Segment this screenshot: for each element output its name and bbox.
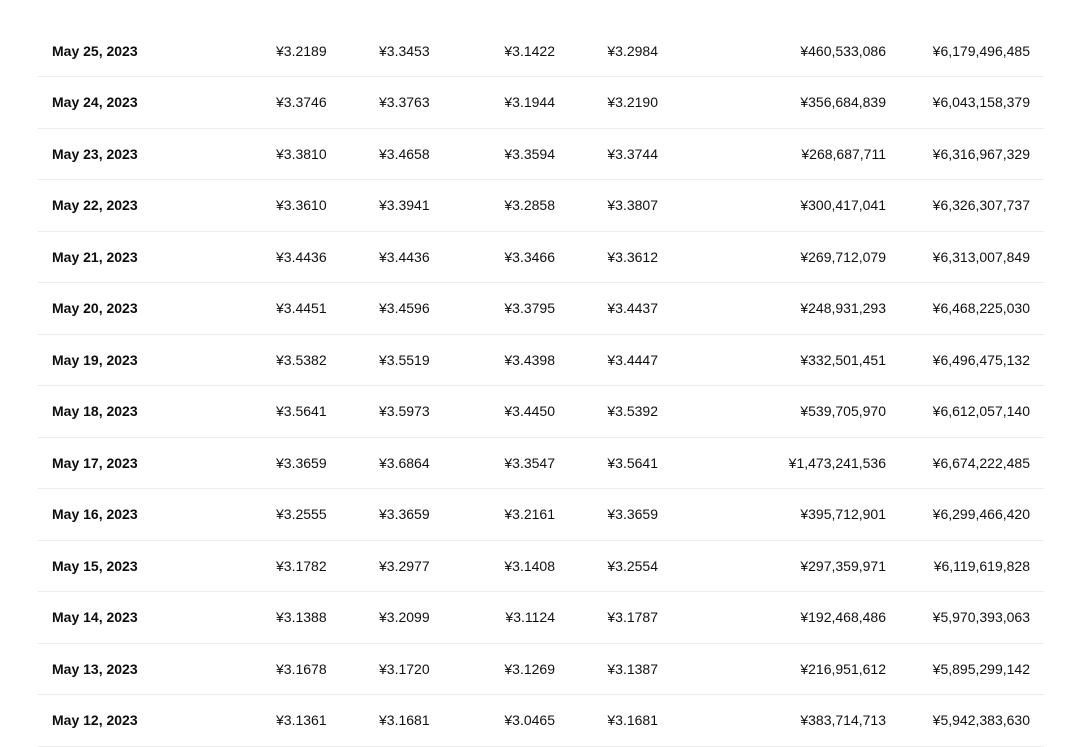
market-cap-cell: ¥6,496,475,132 (886, 334, 1044, 386)
table-row (38, 592, 1044, 644)
volume-cell: ¥268,687,711 (658, 128, 886, 180)
table-row (38, 437, 1044, 489)
close-cell: ¥3.1681 (555, 695, 658, 747)
table-row (38, 283, 1044, 335)
open-cell: ¥3.3659 (228, 437, 331, 489)
low-cell: ¥3.1408 (434, 540, 555, 592)
date-cell: May 22, 2023 (38, 180, 228, 232)
date-cell: May 14, 2023 (38, 592, 228, 644)
table-row (38, 180, 1044, 232)
date-cell: May 21, 2023 (38, 231, 228, 283)
date-cell: May 24, 2023 (38, 77, 228, 129)
open-cell: ¥3.2555 (228, 489, 331, 541)
date-cell: May 15, 2023 (38, 540, 228, 592)
table-row (38, 128, 1044, 180)
low-cell: ¥3.3594 (434, 128, 555, 180)
close-cell: ¥3.5392 (555, 386, 658, 438)
table-row (38, 489, 1044, 541)
high-cell: ¥3.2977 (331, 540, 434, 592)
volume-cell: ¥539,705,970 (658, 386, 886, 438)
market-cap-cell: ¥5,895,299,142 (886, 643, 1044, 695)
high-cell: ¥3.6864 (331, 437, 434, 489)
high-cell: ¥3.3763 (331, 77, 434, 129)
close-cell: ¥3.3659 (555, 489, 658, 541)
high-cell: ¥3.4436 (331, 231, 434, 283)
low-cell: ¥3.2858 (434, 180, 555, 232)
close-cell: ¥3.1387 (555, 643, 658, 695)
high-cell: ¥3.1720 (331, 643, 434, 695)
high-cell: ¥3.5519 (331, 334, 434, 386)
historical-data-table (38, 25, 1044, 747)
market-cap-cell: ¥6,468,225,030 (886, 283, 1044, 335)
date-cell: May 25, 2023 (38, 25, 228, 77)
open-cell: ¥3.1782 (228, 540, 331, 592)
market-cap-cell: ¥6,179,496,485 (886, 25, 1044, 77)
table-row (38, 334, 1044, 386)
open-cell: ¥3.1678 (228, 643, 331, 695)
volume-cell: ¥356,684,839 (658, 77, 886, 129)
close-cell: ¥3.5641 (555, 437, 658, 489)
table-row (38, 386, 1044, 438)
market-cap-cell: ¥6,326,307,737 (886, 180, 1044, 232)
low-cell: ¥3.1269 (434, 643, 555, 695)
low-cell: ¥3.3795 (434, 283, 555, 335)
high-cell: ¥3.3659 (331, 489, 434, 541)
table-body (38, 25, 1044, 746)
low-cell: ¥3.1124 (434, 592, 555, 644)
volume-cell: ¥216,951,612 (658, 643, 886, 695)
open-cell: ¥3.4436 (228, 231, 331, 283)
market-cap-cell: ¥5,970,393,063 (886, 592, 1044, 644)
open-cell: ¥3.4451 (228, 283, 331, 335)
open-cell: ¥3.2189 (228, 25, 331, 77)
market-cap-cell: ¥6,612,057,140 (886, 386, 1044, 438)
open-cell: ¥3.1388 (228, 592, 331, 644)
high-cell: ¥3.2099 (331, 592, 434, 644)
volume-cell: ¥460,533,086 (658, 25, 886, 77)
high-cell: ¥3.3941 (331, 180, 434, 232)
close-cell: ¥3.3612 (555, 231, 658, 283)
open-cell: ¥3.3746 (228, 77, 331, 129)
high-cell: ¥3.1681 (331, 695, 434, 747)
low-cell: ¥3.4450 (434, 386, 555, 438)
market-cap-cell: ¥6,119,619,828 (886, 540, 1044, 592)
table-row (38, 77, 1044, 129)
open-cell: ¥3.3810 (228, 128, 331, 180)
open-cell: ¥3.5382 (228, 334, 331, 386)
close-cell: ¥3.2554 (555, 540, 658, 592)
close-cell: ¥3.4447 (555, 334, 658, 386)
volume-cell: ¥332,501,451 (658, 334, 886, 386)
high-cell: ¥3.4658 (331, 128, 434, 180)
open-cell: ¥3.1361 (228, 695, 331, 747)
table-row (38, 695, 1044, 747)
low-cell: ¥3.1944 (434, 77, 555, 129)
market-cap-cell: ¥6,043,158,379 (886, 77, 1044, 129)
volume-cell: ¥1,473,241,536 (658, 437, 886, 489)
low-cell: ¥3.2161 (434, 489, 555, 541)
market-cap-cell: ¥6,316,967,329 (886, 128, 1044, 180)
market-cap-cell: ¥6,299,466,420 (886, 489, 1044, 541)
market-cap-cell: ¥5,942,383,630 (886, 695, 1044, 747)
market-cap-cell: ¥6,313,007,849 (886, 231, 1044, 283)
close-cell: ¥3.2190 (555, 77, 658, 129)
high-cell: ¥3.3453 (331, 25, 434, 77)
volume-cell: ¥248,931,293 (658, 283, 886, 335)
volume-cell: ¥297,359,971 (658, 540, 886, 592)
close-cell: ¥3.3807 (555, 180, 658, 232)
date-cell: May 13, 2023 (38, 643, 228, 695)
close-cell: ¥3.4437 (555, 283, 658, 335)
high-cell: ¥3.4596 (331, 283, 434, 335)
date-cell: May 18, 2023 (38, 386, 228, 438)
high-cell: ¥3.5973 (331, 386, 434, 438)
open-cell: ¥3.3610 (228, 180, 331, 232)
low-cell: ¥3.3466 (434, 231, 555, 283)
volume-cell: ¥300,417,041 (658, 180, 886, 232)
date-cell: May 19, 2023 (38, 334, 228, 386)
volume-cell: ¥383,714,713 (658, 695, 886, 747)
volume-cell: ¥192,468,486 (658, 592, 886, 644)
low-cell: ¥3.3547 (434, 437, 555, 489)
open-cell: ¥3.5641 (228, 386, 331, 438)
low-cell: ¥3.0465 (434, 695, 555, 747)
table-row (38, 540, 1044, 592)
table-row (38, 231, 1044, 283)
date-cell: May 12, 2023 (38, 695, 228, 747)
date-cell: May 17, 2023 (38, 437, 228, 489)
table-row (38, 25, 1044, 77)
close-cell: ¥3.1787 (555, 592, 658, 644)
low-cell: ¥3.1422 (434, 25, 555, 77)
date-cell: May 20, 2023 (38, 283, 228, 335)
close-cell: ¥3.3744 (555, 128, 658, 180)
market-cap-cell: ¥6,674,222,485 (886, 437, 1044, 489)
historical-data-table-container (38, 0, 1044, 747)
close-cell: ¥3.2984 (555, 25, 658, 77)
volume-cell: ¥395,712,901 (658, 489, 886, 541)
table-row (38, 643, 1044, 695)
low-cell: ¥3.4398 (434, 334, 555, 386)
date-cell: May 16, 2023 (38, 489, 228, 541)
date-cell: May 23, 2023 (38, 128, 228, 180)
volume-cell: ¥269,712,079 (658, 231, 886, 283)
